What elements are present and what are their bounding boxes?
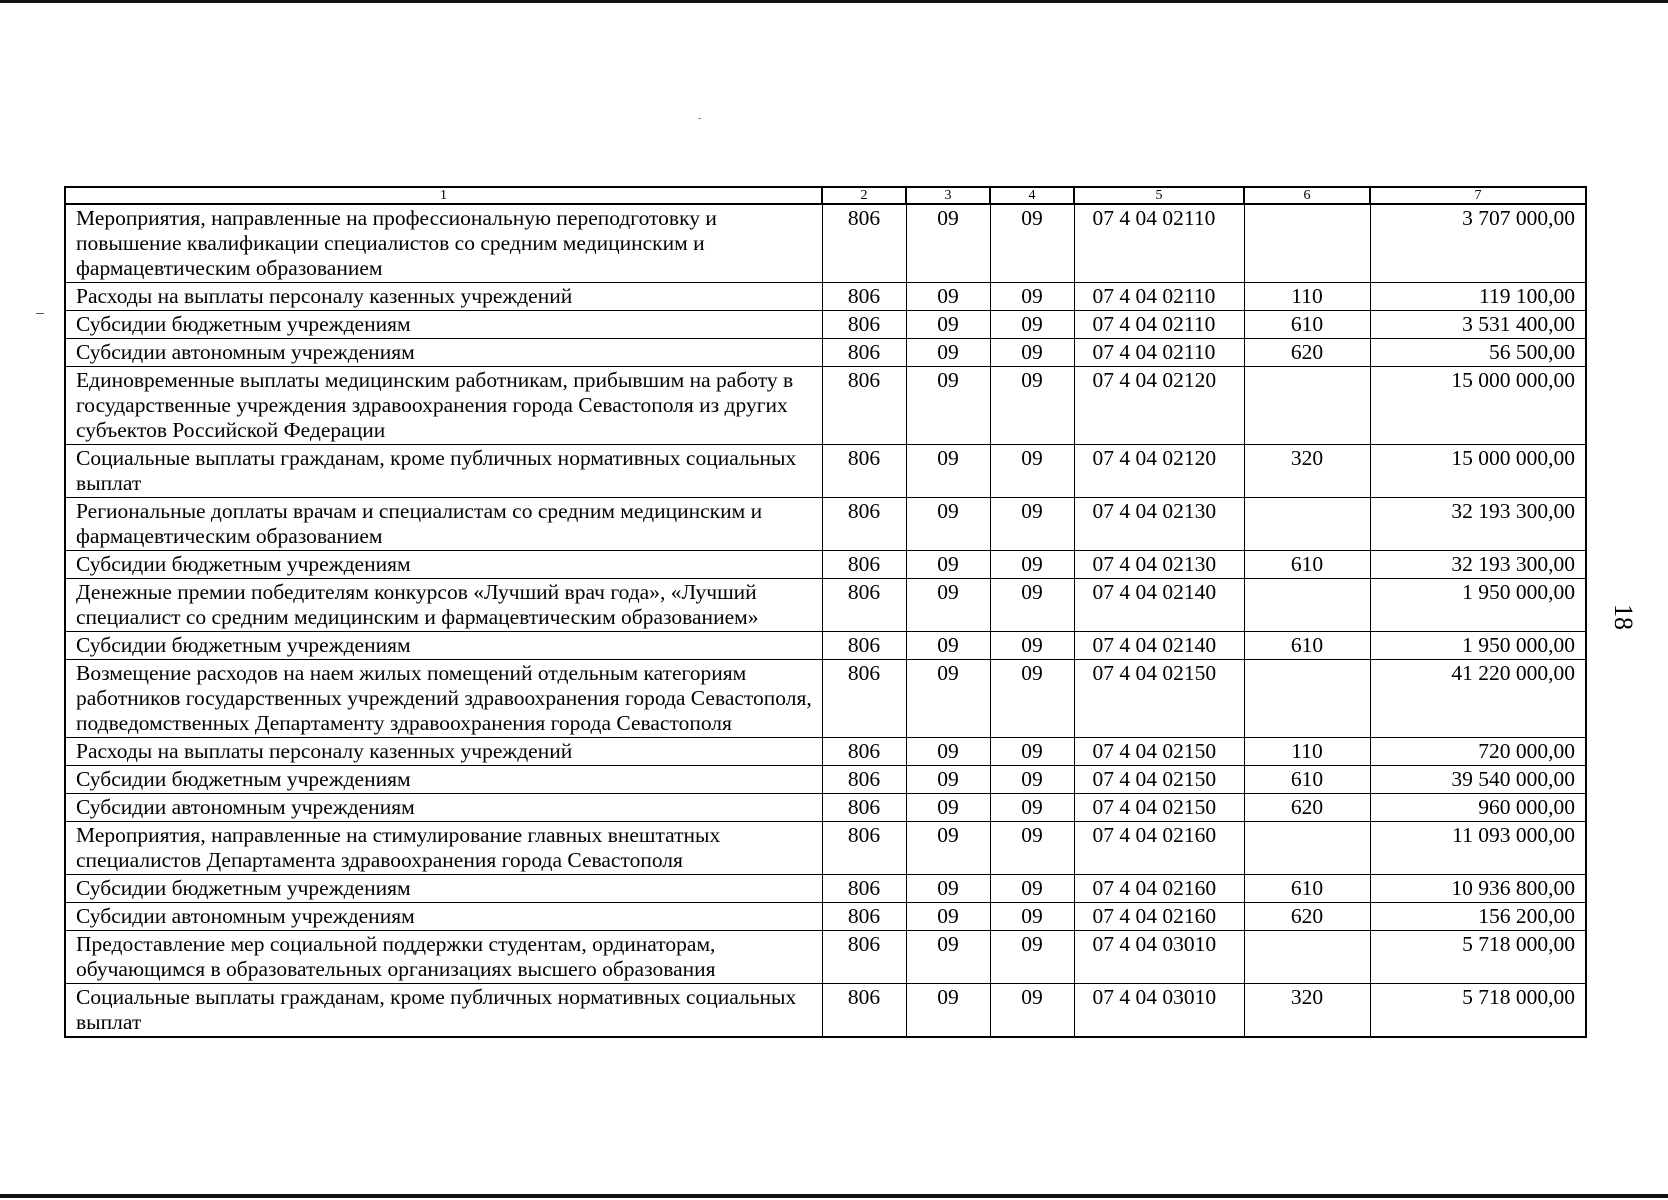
cell-subsection: 09 bbox=[990, 738, 1074, 766]
cell-name: Субсидии бюджетным учреждениям bbox=[65, 875, 822, 903]
cell-department-code: 806 bbox=[822, 632, 906, 660]
cell-department-code: 806 bbox=[822, 984, 906, 1038]
cell-subsection: 09 bbox=[990, 551, 1074, 579]
cell-section: 09 bbox=[906, 204, 990, 283]
table-row bbox=[65, 903, 1586, 931]
cell-subsection: 09 bbox=[990, 931, 1074, 984]
table-row bbox=[65, 766, 1586, 794]
page-number: 18 bbox=[1609, 604, 1638, 630]
col-header-4: 4 bbox=[990, 187, 1074, 204]
cell-section: 09 bbox=[906, 551, 990, 579]
cell-expense-type: 110 bbox=[1244, 283, 1370, 311]
cell-amount: 15 000 000,00 bbox=[1370, 367, 1586, 445]
cell-subsection: 09 bbox=[990, 204, 1074, 283]
cell-target-article: 07 4 04 02110 bbox=[1074, 204, 1244, 283]
cell-expense-type: 610 bbox=[1244, 311, 1370, 339]
cell-department-code: 806 bbox=[822, 579, 906, 632]
cell-name: Денежные премии победителям конкурсов «Лучший врач года», «Лучший специалист со средним медицинским и фармацевтическим образованием» bbox=[65, 579, 822, 632]
cell-name: Субсидии бюджетным учреждениям bbox=[65, 311, 822, 339]
table-row bbox=[65, 551, 1586, 579]
cell-name: Возмещение расходов на наем жилых помещений отдельным категориям работников государственных учреждений здравоохранения города Севастополя, подведомственных Департаменту здравоохранения города Севастополя bbox=[65, 660, 822, 738]
col-header-6: 6 bbox=[1244, 187, 1370, 204]
cell-amount: 41 220 000,00 bbox=[1370, 660, 1586, 738]
cell-target-article: 07 4 04 02120 bbox=[1074, 445, 1244, 498]
cell-subsection: 09 bbox=[990, 984, 1074, 1038]
cell-department-code: 806 bbox=[822, 367, 906, 445]
cell-expense-type: 620 bbox=[1244, 794, 1370, 822]
cell-department-code: 806 bbox=[822, 283, 906, 311]
col-header-2: 2 bbox=[822, 187, 906, 204]
cell-target-article: 07 4 04 02130 bbox=[1074, 551, 1244, 579]
cell-subsection: 09 bbox=[990, 632, 1074, 660]
cell-amount: 1 950 000,00 bbox=[1370, 579, 1586, 632]
cell-amount: 3 531 400,00 bbox=[1370, 311, 1586, 339]
cell-expense-type: 610 bbox=[1244, 632, 1370, 660]
cell-expense-type: 610 bbox=[1244, 766, 1370, 794]
table-row bbox=[65, 367, 1586, 445]
cell-amount: 119 100,00 bbox=[1370, 283, 1586, 311]
cell-target-article: 07 4 04 02140 bbox=[1074, 579, 1244, 632]
cell-department-code: 806 bbox=[822, 794, 906, 822]
cell-name: Расходы на выплаты персоналу казенных учреждений bbox=[65, 738, 822, 766]
cell-expense-type bbox=[1244, 822, 1370, 875]
table-row bbox=[65, 283, 1586, 311]
cell-name: Социальные выплаты гражданам, кроме публичных нормативных социальных выплат bbox=[65, 984, 822, 1038]
cell-target-article: 07 4 04 02140 bbox=[1074, 632, 1244, 660]
cell-name: Социальные выплаты гражданам, кроме публичных нормативных социальных выплат bbox=[65, 445, 822, 498]
cell-target-article: 07 4 04 03010 bbox=[1074, 984, 1244, 1038]
cell-section: 09 bbox=[906, 766, 990, 794]
table-row bbox=[65, 738, 1586, 766]
cell-expense-type: 610 bbox=[1244, 551, 1370, 579]
cell-target-article: 07 4 04 02150 bbox=[1074, 794, 1244, 822]
cell-subsection: 09 bbox=[990, 875, 1074, 903]
cell-amount: 156 200,00 bbox=[1370, 903, 1586, 931]
cell-section: 09 bbox=[906, 367, 990, 445]
cell-name: Региональные доплаты врачам и специалистам со средним медицинским и фармацевтическим образованием bbox=[65, 498, 822, 551]
table-row bbox=[65, 498, 1586, 551]
cell-subsection: 09 bbox=[990, 660, 1074, 738]
cell-section: 09 bbox=[906, 660, 990, 738]
cell-name: Субсидии автономным учреждениям bbox=[65, 903, 822, 931]
cell-expense-type: 320 bbox=[1244, 984, 1370, 1038]
scan-edge-bottom bbox=[0, 1194, 1668, 1198]
cell-section: 09 bbox=[906, 794, 990, 822]
cell-name: Субсидии бюджетным учреждениям bbox=[65, 632, 822, 660]
cell-department-code: 806 bbox=[822, 551, 906, 579]
table-row bbox=[65, 445, 1586, 498]
cell-amount: 11 093 000,00 bbox=[1370, 822, 1586, 875]
scan-speck bbox=[698, 118, 701, 119]
cell-section: 09 bbox=[906, 445, 990, 498]
cell-expense-type: 620 bbox=[1244, 903, 1370, 931]
cell-expense-type bbox=[1244, 367, 1370, 445]
budget-table bbox=[64, 186, 1587, 1038]
cell-target-article: 07 4 04 02160 bbox=[1074, 903, 1244, 931]
table-body bbox=[65, 204, 1586, 1037]
table-row bbox=[65, 311, 1586, 339]
cell-name: Предоставление мер социальной поддержки студентам, ординаторам, обучающимся в образовательных организациях высшего образования bbox=[65, 931, 822, 984]
cell-subsection: 09 bbox=[990, 367, 1074, 445]
table-row bbox=[65, 931, 1586, 984]
col-header-5: 5 bbox=[1074, 187, 1244, 204]
cell-amount: 32 193 300,00 bbox=[1370, 498, 1586, 551]
cell-section: 09 bbox=[906, 822, 990, 875]
cell-amount: 10 936 800,00 bbox=[1370, 875, 1586, 903]
cell-amount: 960 000,00 bbox=[1370, 794, 1586, 822]
table-row bbox=[65, 984, 1586, 1038]
cell-amount: 56 500,00 bbox=[1370, 339, 1586, 367]
cell-subsection: 09 bbox=[990, 903, 1074, 931]
column-number-row bbox=[65, 187, 1586, 204]
cell-department-code: 806 bbox=[822, 766, 906, 794]
table-row bbox=[65, 632, 1586, 660]
cell-expense-type bbox=[1244, 931, 1370, 984]
cell-department-code: 806 bbox=[822, 204, 906, 283]
col-header-1: 1 bbox=[65, 187, 822, 204]
col-header-7: 7 bbox=[1370, 187, 1586, 204]
cell-name: Субсидии автономным учреждениям bbox=[65, 794, 822, 822]
cell-department-code: 806 bbox=[822, 738, 906, 766]
cell-target-article: 07 4 04 02160 bbox=[1074, 875, 1244, 903]
cell-expense-type: 110 bbox=[1244, 738, 1370, 766]
table-row bbox=[65, 660, 1586, 738]
cell-department-code: 806 bbox=[822, 931, 906, 984]
cell-expense-type: 320 bbox=[1244, 445, 1370, 498]
cell-name: Субсидии бюджетным учреждениям bbox=[65, 766, 822, 794]
cell-subsection: 09 bbox=[990, 794, 1074, 822]
cell-name: Единовременные выплаты медицинским работникам, прибывшим на работу в государственные учреждения здравоохранения города Севастополя из других субъектов Российской Федерации bbox=[65, 367, 822, 445]
cell-section: 09 bbox=[906, 903, 990, 931]
cell-department-code: 806 bbox=[822, 903, 906, 931]
cell-section: 09 bbox=[906, 738, 990, 766]
cell-section: 09 bbox=[906, 311, 990, 339]
cell-name: Субсидии автономным учреждениям bbox=[65, 339, 822, 367]
cell-expense-type bbox=[1244, 498, 1370, 551]
cell-department-code: 806 bbox=[822, 822, 906, 875]
cell-department-code: 806 bbox=[822, 875, 906, 903]
cell-name: Мероприятия, направленные на стимулирование главных внештатных специалистов Департамента здравоохранения города Севастополя bbox=[65, 822, 822, 875]
cell-department-code: 806 bbox=[822, 311, 906, 339]
table-row bbox=[65, 822, 1586, 875]
cell-subsection: 09 bbox=[990, 822, 1074, 875]
cell-name: Мероприятия, направленные на профессиональную переподготовку и повышение квалификации специалистов со средним медицинским и фармацевтическим образованием bbox=[65, 204, 822, 283]
cell-subsection: 09 bbox=[990, 579, 1074, 632]
cell-section: 09 bbox=[906, 875, 990, 903]
cell-expense-type: 620 bbox=[1244, 339, 1370, 367]
cell-target-article: 07 4 04 02150 bbox=[1074, 766, 1244, 794]
cell-section: 09 bbox=[906, 579, 990, 632]
cell-expense-type bbox=[1244, 579, 1370, 632]
cell-subsection: 09 bbox=[990, 283, 1074, 311]
cell-section: 09 bbox=[906, 632, 990, 660]
col-header-3: 3 bbox=[906, 187, 990, 204]
table-row bbox=[65, 794, 1586, 822]
cell-subsection: 09 bbox=[990, 445, 1074, 498]
cell-target-article: 07 4 04 02110 bbox=[1074, 311, 1244, 339]
cell-target-article: 07 4 04 02150 bbox=[1074, 660, 1244, 738]
cell-department-code: 806 bbox=[822, 339, 906, 367]
cell-target-article: 07 4 04 02110 bbox=[1074, 283, 1244, 311]
cell-expense-type bbox=[1244, 204, 1370, 283]
cell-section: 09 bbox=[906, 498, 990, 551]
cell-amount: 5 718 000,00 bbox=[1370, 931, 1586, 984]
cell-subsection: 09 bbox=[990, 339, 1074, 367]
cell-subsection: 09 bbox=[990, 311, 1074, 339]
cell-section: 09 bbox=[906, 984, 990, 1038]
cell-name: Субсидии бюджетным учреждениям bbox=[65, 551, 822, 579]
cell-amount: 39 540 000,00 bbox=[1370, 766, 1586, 794]
cell-name: Расходы на выплаты персоналу казенных учреждений bbox=[65, 283, 822, 311]
margin-mark bbox=[36, 313, 44, 314]
table-row bbox=[65, 875, 1586, 903]
cell-expense-type bbox=[1244, 660, 1370, 738]
cell-amount: 5 718 000,00 bbox=[1370, 984, 1586, 1038]
cell-target-article: 07 4 04 02110 bbox=[1074, 339, 1244, 367]
cell-section: 09 bbox=[906, 931, 990, 984]
table-row bbox=[65, 339, 1586, 367]
cell-target-article: 07 4 04 02150 bbox=[1074, 738, 1244, 766]
cell-department-code: 806 bbox=[822, 445, 906, 498]
cell-department-code: 806 bbox=[822, 660, 906, 738]
cell-department-code: 806 bbox=[822, 498, 906, 551]
cell-amount: 720 000,00 bbox=[1370, 738, 1586, 766]
cell-expense-type: 610 bbox=[1244, 875, 1370, 903]
cell-target-article: 07 4 04 02120 bbox=[1074, 367, 1244, 445]
scan-edge-top bbox=[0, 0, 1668, 3]
cell-target-article: 07 4 04 02130 bbox=[1074, 498, 1244, 551]
cell-section: 09 bbox=[906, 339, 990, 367]
cell-target-article: 07 4 04 02160 bbox=[1074, 822, 1244, 875]
cell-subsection: 09 bbox=[990, 766, 1074, 794]
table-row bbox=[65, 579, 1586, 632]
cell-amount: 15 000 000,00 bbox=[1370, 445, 1586, 498]
cell-amount: 32 193 300,00 bbox=[1370, 551, 1586, 579]
cell-target-article: 07 4 04 03010 bbox=[1074, 931, 1244, 984]
cell-subsection: 09 bbox=[990, 498, 1074, 551]
cell-amount: 3 707 000,00 bbox=[1370, 204, 1586, 283]
cell-amount: 1 950 000,00 bbox=[1370, 632, 1586, 660]
cell-section: 09 bbox=[906, 283, 990, 311]
table-row bbox=[65, 204, 1586, 283]
